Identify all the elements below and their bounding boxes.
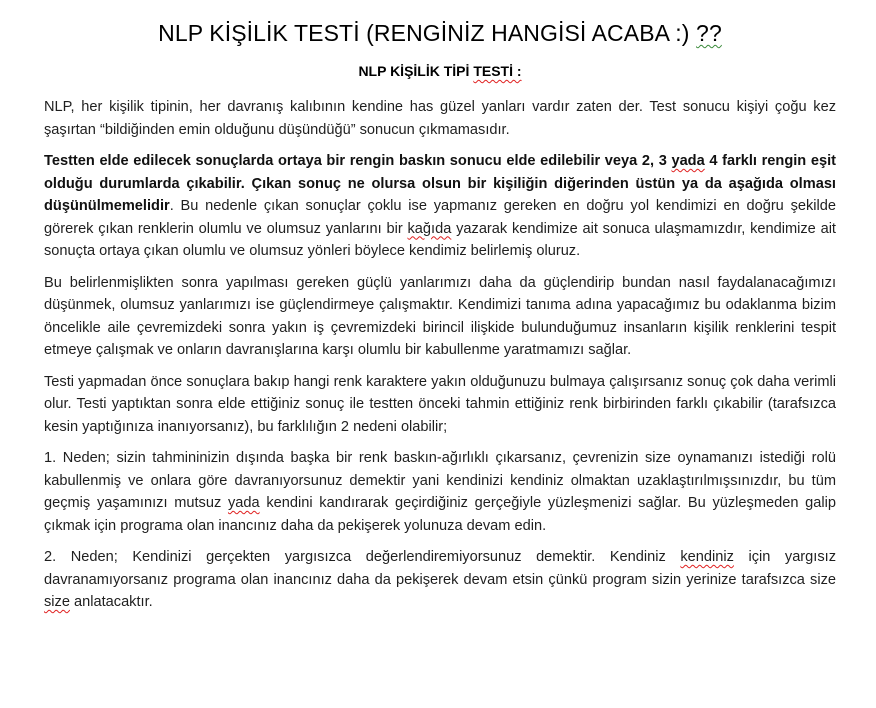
p6-spellcheck-word-1: kendiniz bbox=[680, 549, 734, 565]
p6-text-a: 2. Neden; Kendinizi gerçekten yargısızca değerlendiremiyorsunuz demektir. Kendiniz bbox=[44, 549, 681, 565]
p6-text-b: için yargısız davranamıyorsanız programa olan inancınız daha da pekişerek devam etsin çünkü program sizin yerinize tarafsızca size bbox=[44, 549, 836, 588]
paragraph-2 bbox=[44, 150, 836, 263]
subtitle-text: NLP KİŞİLİK TİPİ bbox=[358, 63, 474, 79]
document-subtitle bbox=[44, 54, 836, 87]
paragraph-3: Bu belirlenmişlikten sonra yapılması gereken güçlü yanlarımızı daha da güçlendirip bundan nasıl faydalanacağımızı düşünmek, olumsuz yanlarımızı ise güçlendirmeye çalışmaktır. Kendimizi tanıma adına yapacağımız bu odaklanma bizim öncelikle aile çevremizdeki sonra yakın iş çevremizdeki birincil ilişkide bulunduğumuz insanların kişilik renklerini tespit etmeye çalışmak ve onların davranışlarına karşı olumlu bir kabullenme yaratmamızı sağlar. bbox=[44, 274, 836, 358]
p2-bold-b: 4 farklı rengin eşit olduğu durumlarda çıkabilir. Çıkan sonuç ne olursa olsun bir kişiliğin diğerinden üstün ya da aşağıda olması düşünülmemelidir bbox=[44, 153, 836, 214]
paragraph-6 bbox=[44, 546, 836, 614]
p2-text-b: yazarak kendimize ait sonuca ulaşmamızdır, kendimize ait sonuçta ortaya çıkan olumlu ve olumsuz yönleri böylece kendimiz belirlemiş oluruz. bbox=[44, 220, 836, 259]
p2-bold-spellcheck-word: yada bbox=[671, 153, 705, 169]
p6-text-c: anlatacaktır. bbox=[69, 594, 153, 610]
p2-spellcheck-word: kağıda bbox=[407, 220, 452, 237]
p5-spellcheck-word: yada bbox=[227, 495, 260, 511]
title-question-marks: ?? bbox=[696, 20, 722, 46]
p2-bold-a: Testten elde edilecek sonuçlarda ortaya bir rengin baskın sonucu elde edilebilir veya 2, 3 bbox=[44, 153, 672, 169]
p6-spellcheck-word-2: size bbox=[44, 594, 70, 610]
title-text: NLP KİŞİLİK TESTİ (RENGİNİZ HANGİSİ ACABA :) bbox=[158, 20, 697, 46]
paragraph-1: NLP, her kişilik tipinin, her davranış kalıbının kendine has güzel yanları vardır zaten der. Test sonucu kişiyi çoğu kez şaşırtan “bildiğinden emin olduğunu düşündüğü” sonucun çıkmamasıdır. bbox=[44, 99, 836, 138]
p5-text-b: kendini kandırarak geçirdiğiniz gerçeğiyle yüzleşmenizi sağlar. Bu yüzleşmeden galip çıkmak için programa olan inancınız daha da pekişerek yolunuza devam edin. bbox=[44, 495, 836, 534]
paragraph-4: Testi yapmadan önce sonuçlara bakıp hangi renk karaktere yakın olduğunuzu bulmaya çalışırsanız sonuç çok daha verimli olur. Testi yaptıktan sonra elde ettiğiniz sonuç ile testten önceki tahmin ettiğiniz renk birbirinden farklı çıkabilir (tarafsızca kesin yaptığınıza inanıyorsanız), bu farklılığın 2 nedeni olabilir; bbox=[44, 373, 836, 435]
paragraph-5 bbox=[44, 447, 836, 537]
p2-text-a: . Bu nedenle çıkan sonuçlar çoklu ise yapmanız gereken en doğru yol kendimizi en doğru şekilde görerek çıkan renklerin olumlu ve olumsuz yanlarını bir bbox=[44, 198, 836, 237]
p5-text-a: 1. Neden; sizin tahmininizin dışında başka bir renk baskın-ağırlıklı çıkarsanız, çevrenizin size oynamanızı istediği rolü kabullenmiş ve onlara göre davranıyorsunuz demektir yani kendinizi kendiniz olmaktan uzaklaştırılmışsınızdır, bu tüm geçmiş yaşamınızı mutsuz bbox=[44, 450, 836, 511]
subtitle-spellcheck-word: TESTİ : bbox=[473, 63, 522, 79]
document-title bbox=[44, 0, 836, 54]
